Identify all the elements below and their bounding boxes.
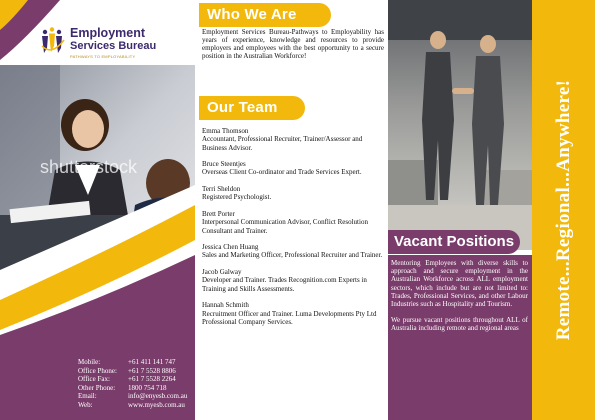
team-member [202, 160, 384, 177]
team-list [202, 127, 384, 334]
our-team-banner [199, 96, 305, 120]
team-member [202, 127, 384, 152]
vacant-positions-text [388, 255, 532, 420]
member-role: Accountant, Professional Recruiter, Trainer/Assessor and Business Advisor. [202, 135, 363, 152]
logo-tagline: PATHWAYS TO EMPLOYABILITY [70, 54, 136, 59]
member-role: Recruitment Officer and Trainer. Luma Developments Pty Ltd Professional Company Services. [202, 309, 377, 326]
vacant-positions-heading: Vacant Positions [394, 233, 515, 250]
left-panel [0, 0, 195, 420]
middle-panel [195, 0, 388, 420]
member-role: Registered Psychologist. [202, 193, 272, 202]
contact-row-email: Email: info@enyesb.com.au [78, 392, 188, 401]
team-member [202, 243, 384, 260]
watermark-text: shutterstock [40, 157, 138, 177]
right-panel [388, 0, 595, 420]
vacant-paragraph-1: Mentoring Employees with diverse skills to approach and secure employment in the Australian Workforce across ALL employment sectors, which include but are not limited to: Trades, Professional Services, and other Labour Industries such as Hospitality and Tourism. [391, 259, 528, 309]
member-name: Terri Sheldon [202, 185, 241, 194]
member-name: Jessica Chen Huang [202, 243, 259, 252]
our-team-heading: Our Team [207, 99, 278, 116]
team-member [202, 268, 384, 293]
contact-list [78, 358, 187, 410]
vacant-paragraph-2: We pursue vacant positions throughout ALL of Australia including remote and regional areas [391, 316, 528, 333]
member-role: Overseas Client Co-ordinator and Trade Services Expert. [202, 168, 362, 177]
member-role: Interpersonal Communication Advisor, Conflict Resolution Consultant and Trainer. [202, 218, 368, 235]
handshake-photo [388, 0, 532, 250]
logo-line1: Employment [70, 26, 146, 40]
contact-row-web: Web: www.myesb.com.au [78, 400, 185, 409]
vacant-positions-banner [388, 230, 520, 254]
team-member [202, 301, 384, 326]
contact-row-office-phone: Office Phone: +61 7 5528 8806 [78, 366, 176, 375]
member-name: Bruce Steentjes [202, 160, 246, 169]
member-name: Hannah Schmith [202, 301, 249, 310]
member-role: Developer and Trainer. Trades Recognition.com Experts in Training and Skills Assessments. [202, 276, 367, 293]
contact-row-office-fax: Office Fax: +61 7 5528 2264 [78, 375, 176, 384]
slogan-strip [532, 0, 595, 420]
member-name: Jacob Galway [202, 268, 242, 277]
who-we-are-banner [199, 3, 331, 27]
who-we-are-text: Employment Services Bureau-Pathways to Employability has years of experience, knowledge and resources to provide employers and employees with the best opportunity to a secure position in the Australian Workforce! [202, 28, 384, 61]
team-member [202, 210, 384, 235]
contact-row-mobile: Mobile: +61 411 141 747 [78, 358, 176, 366]
member-name: Brett Porter [202, 209, 235, 218]
team-member [202, 185, 384, 202]
side-slogan: Remote...Regional...Anywhere! [552, 79, 574, 341]
who-we-are-heading: Who We Are [207, 6, 297, 23]
decorative-swoosh [0, 0, 195, 420]
member-name: Emma Thomson [202, 127, 249, 135]
logo-line2: Services Bureau [70, 40, 157, 52]
contact-row-other-phone: Other Phone: 1800 754 718 [78, 383, 167, 392]
member-role: Sales and Marketing Officer, Professional Recruiter and Trainer. [202, 251, 383, 260]
